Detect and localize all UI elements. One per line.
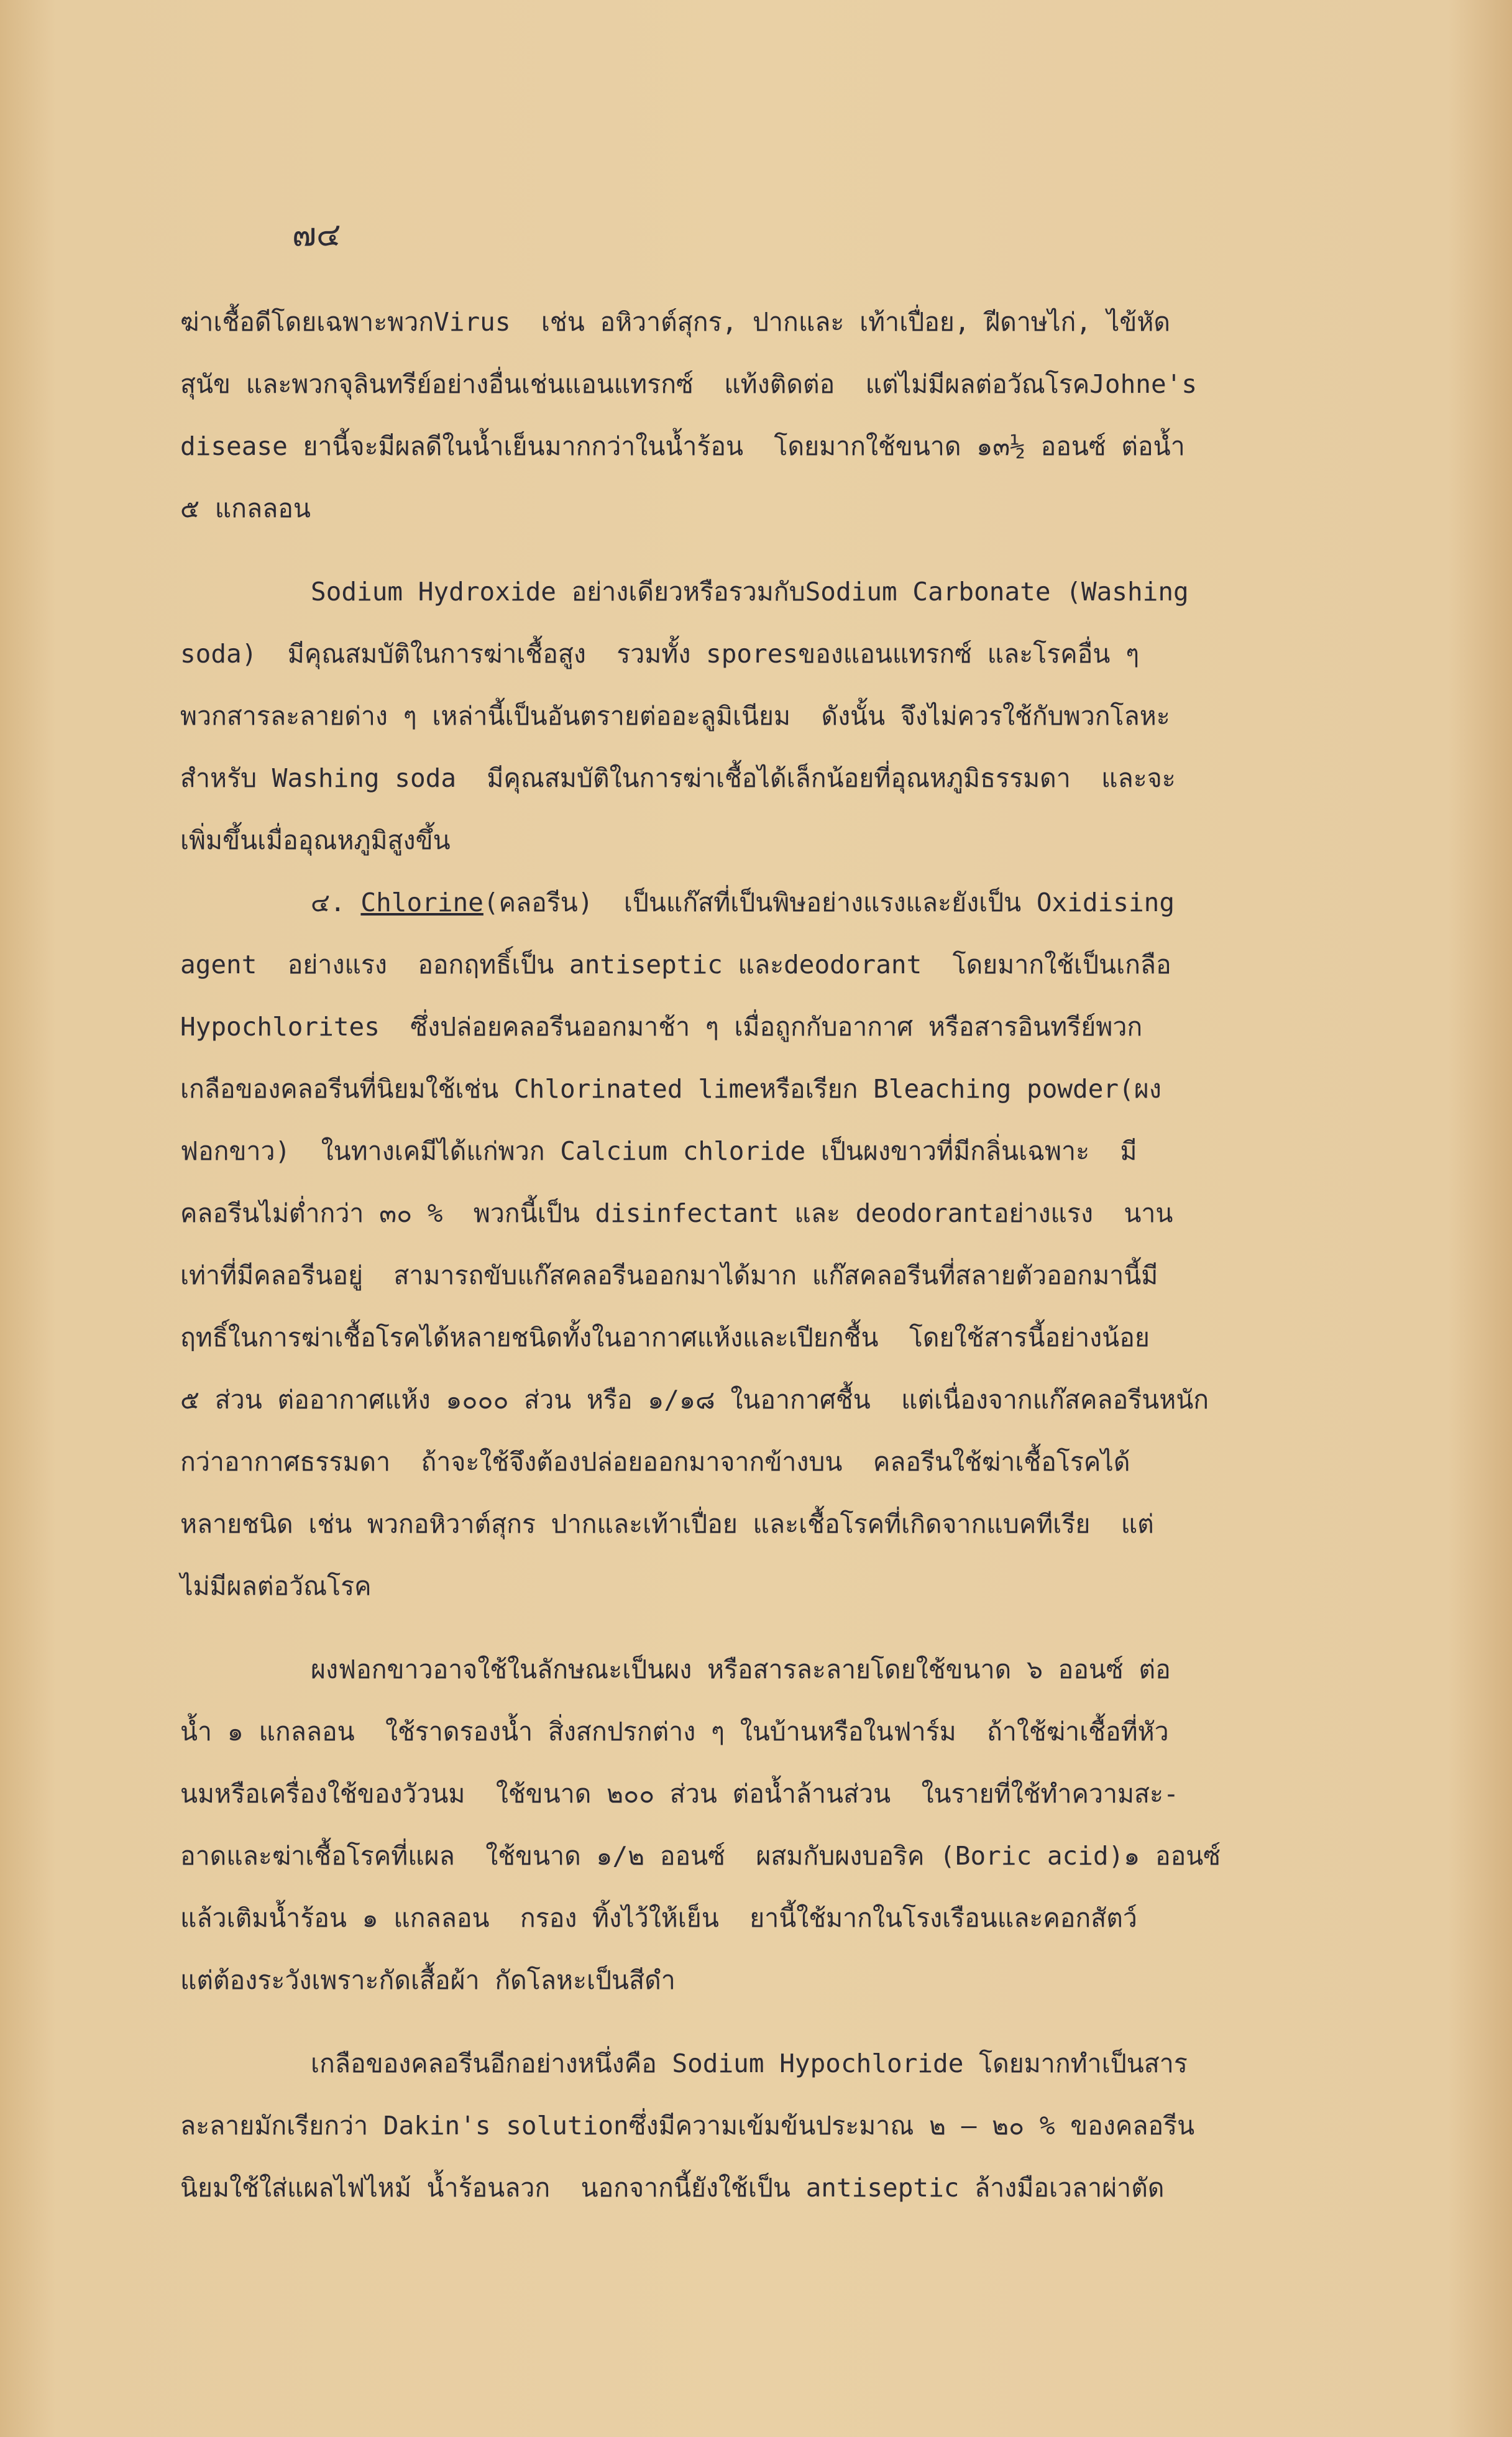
text-line: สุนัข และพวกจุลินทรีย์อย่างอื่นเช่นแอนแทรกซ์ แท้งติดต่อ แต่ไม่มีผลต่อวัณโรคJohne's <box>180 369 1198 399</box>
text-line: เกลือของคลอรีนที่นิยมใช้เช่น Chlorinated limeหรือเรียก Bleaching powder(ผง <box>180 1074 1161 1104</box>
text-line: ไม่มีผลต่อวัณโรค <box>180 1571 372 1601</box>
page-number: ๗๔ <box>292 216 341 254</box>
text-line: พวกสารละลายด่าง ๆ เหล่านี้เป็นอันตรายต่ออะลูมิเนียม ดังนั้น จึงไม่ควรใช้กับพวกโลหะ <box>180 701 1170 731</box>
text-line: ๕ ส่วน ต่ออากาศแห้ง ๑๐๐๐ ส่วน หรือ ๑/๑๘ ในอากาศชื้น แต่เนื่องจากแก๊สคลอรีนหนัก <box>180 1385 1209 1415</box>
text-line: แล้วเติมน้ำร้อน ๑ แกลลอน กรอง ทิ้งไว้ให้เย็น ยานี้ใช้มากในโรงเรือนและคอกสัตว์ <box>180 1903 1137 1933</box>
paragraph-sodium-hydroxide <box>180 561 1237 871</box>
text-line: ฟอกขาว) ในทางเคมีได้แก่พวก Calcium chloride เป็นผงขาวที่มีกลิ่นเฉพาะ มี <box>180 1136 1137 1166</box>
text-line: น้ำ ๑ แกลลอน ใช้ราดรองน้ำ สิ่งสกปรกต่าง ๆ ในบ้านหรือในฟาร์ม ถ้าใช้ฆ่าเชื้อที่หัว <box>180 1717 1169 1746</box>
text-line: อาดและฆ่าเชื้อโรคที่แผล ใช้ขนาด ๑/๒ ออนซ์ ผสมกับผงบอริค (Boric acid)๑ ออนซ์ <box>180 1841 1221 1871</box>
text-line: ฆ่าเชื้อดีโดยเฉพาะพวกVirus เช่น อหิวาต์สุกร, ปากและ เท้าเปื่อย, ฝีดาษไก่, ไข้หัด <box>180 307 1171 337</box>
section-heading-line <box>180 871 1237 934</box>
text-line: คลอรีนไม่ต่ำกว่า ๓๐ % พวกนี้เป็น disinfectant และ deodorantอย่างแรง นาน <box>180 1198 1173 1228</box>
paragraph-sodium-hypochloride <box>180 2032 1237 2219</box>
text-line: ละลายมักเรียกว่า Dakin's solutionซึ่งมีความเข้มข้นประมาณ ๒ – ๒๐ % ของคลอรีน <box>180 2111 1195 2141</box>
text-line: เท่าที่มีคลอรีนอยู่ สามารถขับแก๊สคลอรีนออกมาได้มาก แก๊สคลอรีนที่สลายตัวออกมานี้มี <box>180 1260 1158 1290</box>
text-line: เกลือของคลอรีนอีกอย่างหนึ่งคือ Sodium Hypochloride โดยมากทำเป็นสาร <box>311 2049 1188 2078</box>
text-line: นมหรือเครื่องใช้ของวัวนม ใช้ขนาด ๒๐๐ ส่วน ต่อน้ำล้านส่วน ในรายที่ใช้ทำความสะ- <box>180 1779 1179 1809</box>
text-line: กว่าอากาศธรรมดา ถ้าจะใช้จึงต้องปล่อยออกมาจากข้างบน คลอรีนใช้ฆ่าเชื้อโรคได้ <box>180 1447 1130 1477</box>
text-line: Hypochlorites ซึ่งปล่อยคลอรีนออกมาช้า ๆ เมื่อถูกกับอากาศ หรือสารอินทรีย์พวก <box>180 1012 1143 1042</box>
text-line: ผงฟอกขาวอาจใช้ในลักษณะเป็นผง หรือสารละลายโดยใช้ขนาด ๖ ออนซ์ ต่อ <box>311 1654 1171 1684</box>
text-line: ๕ แกลลอน <box>180 493 311 523</box>
text-line: นิยมใช้ใส่แผลไฟไหม้ น้ำร้อนลวก นอกจากนี้ยังใช้เป็น antiseptic ล้างมือเวลาผ่าตัด <box>180 2173 1165 2203</box>
text-line: เพิ่มขึ้นเมื่ออุณหภูมิสูงขึ้น <box>180 825 451 855</box>
text-line: ฤทธิ์ในการฆ่าเชื้อโรคได้หลายชนิดทั้งในอากาศแห้งและเปียกชื้น โดยใช้สารนี้อย่างน้อย <box>180 1323 1150 1352</box>
section-number: ๔. <box>311 888 346 917</box>
text-line: หลายชนิด เช่น พวกอหิวาต์สุกร ปากและเท้าเปื่อย และเชื้อโรคที่เกิดจากแบคทีเรีย แต่ <box>180 1509 1154 1539</box>
text-line: Sodium Hydroxide อย่างเดียวหรือรวมกับSodium Carbonate (Washing <box>311 577 1189 607</box>
text-line: soda) มีคุณสมบัติในการฆ่าเชื้อสูง รวมทั้ง sporesของแอนแทรกซ์ และโรคอื่น ๆ <box>180 639 1140 669</box>
document-body <box>180 291 1237 2219</box>
text-line: agent อย่างแรง ออกฤทธิ์เป็น antiseptic และdeodorant โดยมากใช้เป็นเกลือ <box>180 950 1171 980</box>
section-heading: Chlorine <box>360 888 483 917</box>
paragraph-virus <box>180 291 1237 539</box>
section-heading-rest: (คลอรีน) เป็นแก๊สที่เป็นพิษอย่างแรงและยังเป็น Oxidising <box>483 888 1175 917</box>
text-line: สำหรับ Washing soda มีคุณสมบัติในการฆ่าเชื้อได้เล็กน้อยที่อุณหภูมิธรรมดา และจะ <box>180 763 1176 793</box>
paragraph-bleaching-powder <box>180 1638 1237 2011</box>
text-line: แต่ต้องระวังเพราะกัดเสื้อผ้า กัดโลหะเป็นสีดำ <box>180 1965 676 1995</box>
text-line: disease ยานี้จะมีผลดีในน้ำเย็นมากกว่าในน้ำร้อน โดยมากใช้ขนาด ๑๓½ ออนซ์ ต่อน้ำ <box>180 431 1185 461</box>
paragraph-chlorine <box>180 871 1237 1617</box>
